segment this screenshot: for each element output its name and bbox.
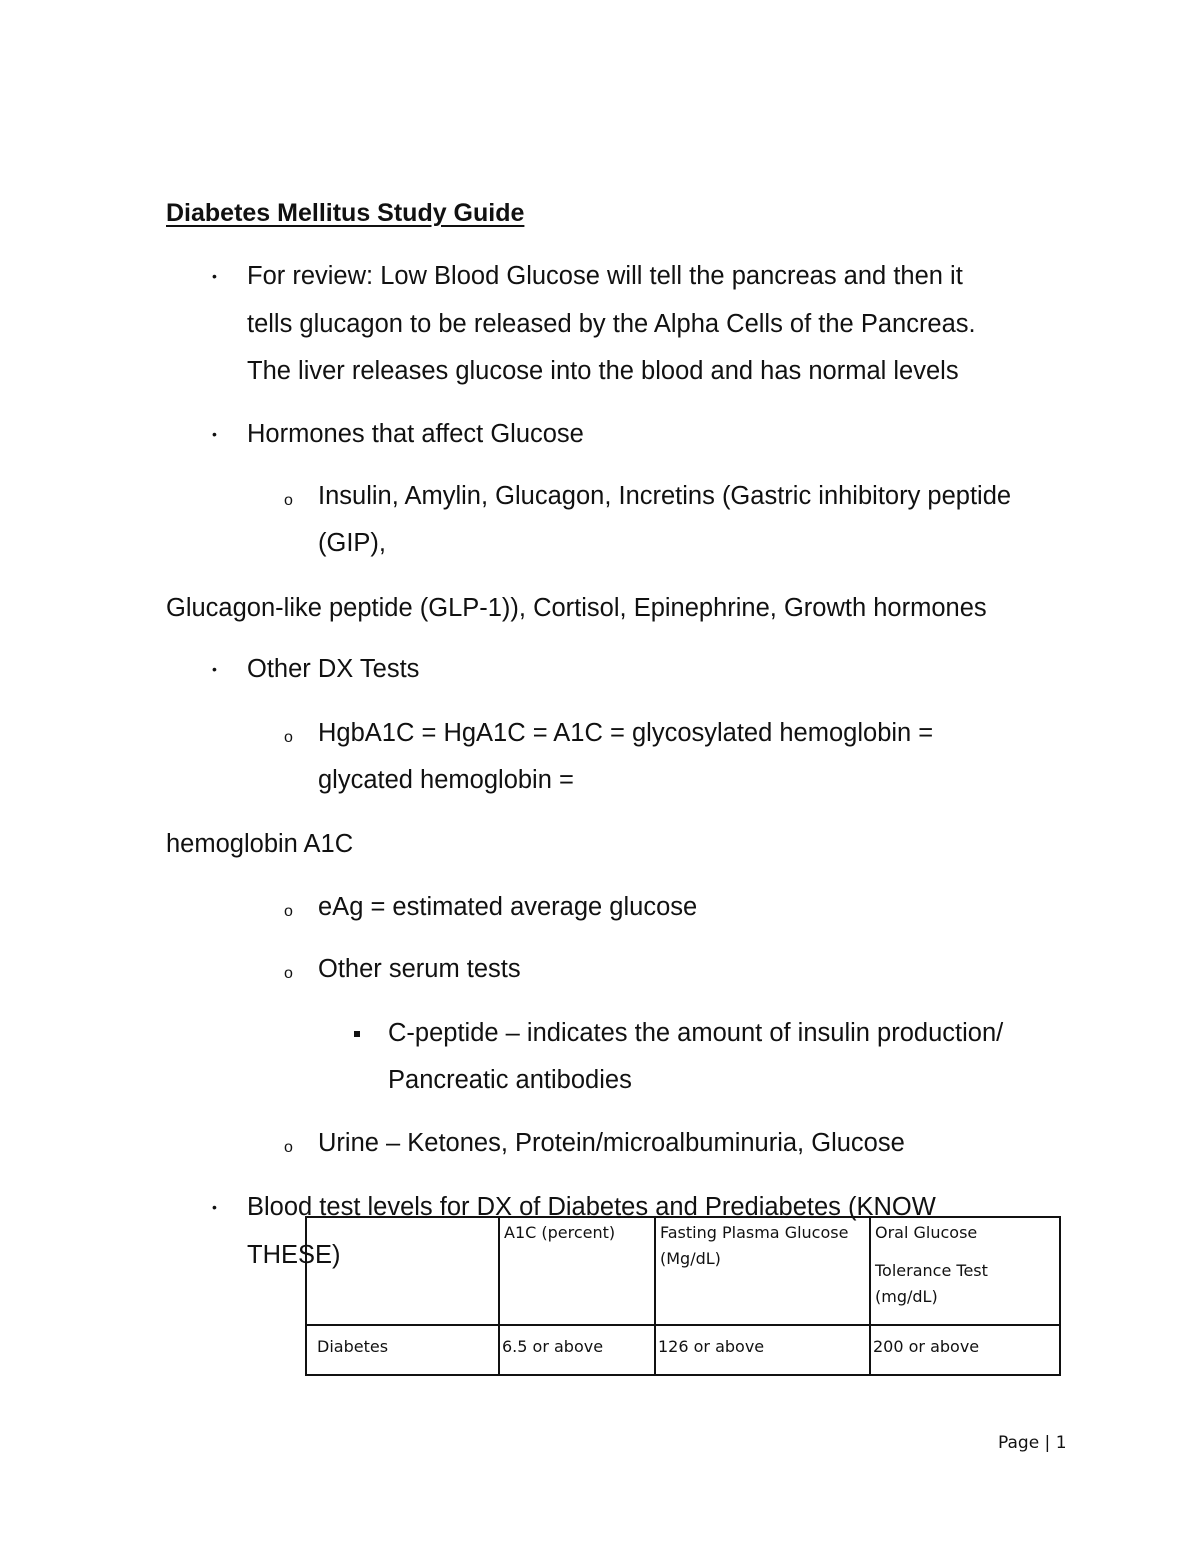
table-cell-label: Diabetes — [306, 1325, 499, 1375]
hormones-continuation: Glucagon-like peptide (GLP-1)), Cortisol, Epinephrine, Growth hormones — [166, 594, 987, 622]
table-header-cell: A1C (percent) — [499, 1217, 655, 1325]
hollow-o-bullet-icon: o — [284, 1139, 293, 1156]
oral-glucose-header-line-1: Oral Glucose — [875, 1223, 978, 1242]
review-line-1: For review: Low Blood Glucose will tell the pancreas and then it — [247, 262, 963, 290]
serum-tests-line: Other serum tests — [318, 955, 521, 983]
dx-tests-label: Other DX Tests — [247, 655, 420, 683]
square-bullet-icon — [354, 1031, 360, 1037]
table-cell-fasting: 126 or above — [655, 1325, 870, 1375]
table-header-cell — [306, 1217, 499, 1325]
page-title: Diabetes Mellitus Study Guide — [166, 199, 525, 227]
review-line-3: The liver releases glucose into the blood and has normal levels — [247, 357, 959, 385]
small-dot-bullet-icon: • — [212, 1199, 217, 1215]
table-header-cell — [870, 1217, 1060, 1325]
cpeptide-line-2: Pancreatic antibodies — [388, 1066, 632, 1094]
urine-line: Urine – Ketones, Protein/microalbuminuria, Glucose — [318, 1129, 905, 1157]
hollow-o-bullet-icon: o — [284, 965, 293, 982]
hormones-label: Hormones that affect Glucose — [247, 420, 584, 448]
table-row — [306, 1325, 1060, 1375]
small-dot-bullet-icon: • — [212, 268, 217, 284]
small-dot-bullet-icon: • — [212, 661, 217, 677]
hormones-sub-line-2: (GIP), — [318, 529, 386, 557]
blood-levels-line-1: Blood test levels for DX of Diabetes and Prediabetes (KNOW — [247, 1193, 936, 1221]
a1c-line-2: glycated hemoglobin = — [318, 766, 574, 794]
hollow-o-bullet-icon: o — [284, 903, 293, 920]
hollow-o-bullet-icon: o — [284, 729, 293, 746]
cpeptide-line-1: C-peptide – indicates the amount of insulin production/ — [388, 1019, 1004, 1047]
table-header-row — [306, 1217, 1060, 1325]
diagnostic-levels-table — [305, 1216, 1061, 1376]
blood-levels-line-2: THESE) — [247, 1241, 341, 1269]
eag-line: eAg = estimated average glucose — [318, 893, 698, 921]
a1c-line-1: HgbA1C = HgA1C = A1C = glycosylated hemoglobin = — [318, 719, 934, 747]
page-number: Page | 1 — [998, 1433, 1067, 1453]
hollow-o-bullet-icon: o — [284, 492, 293, 509]
table-cell-a1c: 6.5 or above — [499, 1325, 655, 1375]
small-dot-bullet-icon: • — [212, 426, 217, 442]
review-line-2: tells glucagon to be released by the Alpha Cells of the Pancreas. — [247, 310, 976, 338]
oral-glucose-header-line-2: Tolerance Test (mg/dL) — [875, 1261, 988, 1306]
table-header-cell: Fasting Plasma Glucose (Mg/dL) — [655, 1217, 870, 1325]
hormones-sub-line-1: Insulin, Amylin, Glucagon, Incretins (Gastric inhibitory peptide — [318, 482, 1012, 510]
table-cell-oral: 200 or above — [870, 1325, 1060, 1375]
a1c-continuation: hemoglobin A1C — [166, 830, 354, 858]
